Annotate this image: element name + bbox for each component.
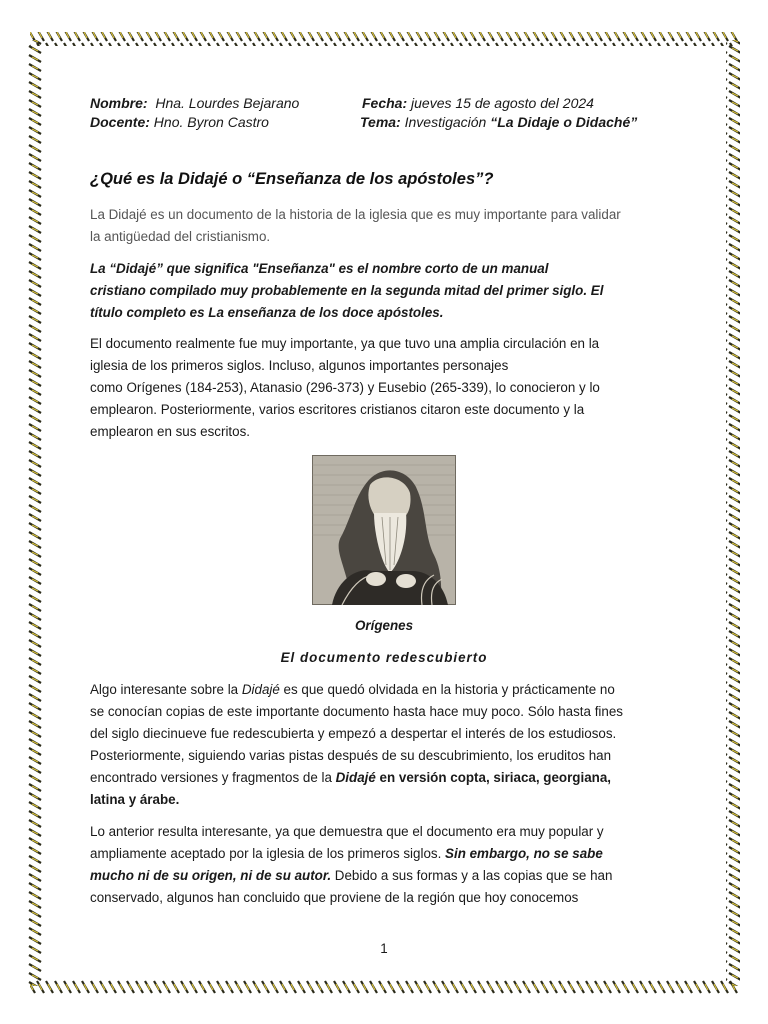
paragraph-line: Posteriormente, siguiendo varias pistas después de su descubrimiento, los eruditos han xyxy=(90,748,612,763)
paragraph-line: cristiano compilado muy probablemente en la segunda mitad del primer siglo. El xyxy=(90,283,604,298)
paragraph-intro xyxy=(90,204,678,248)
paragraph-line: El documento realmente fue muy importante, ya que tuvo una amplia circulación en la xyxy=(90,336,600,351)
nombre-value: Hna. Lourdes Bejarano xyxy=(155,95,300,111)
text-span: ampliamente aceptado por la iglesia de los primeros siglos. xyxy=(90,846,446,861)
tema-label: Tema: xyxy=(360,114,401,130)
fecha-value: jueves 15 de agosto del 2024 xyxy=(411,95,594,111)
paragraph-line: como Orígenes (184-253), Atanasio (296-373) y Eusebio (265-339), lo conocieron y lo xyxy=(90,380,600,395)
docente-value: Hno. Byron Castro xyxy=(153,114,269,130)
paragraph-circulation xyxy=(90,333,678,443)
nombre-label: Nombre: xyxy=(90,95,148,111)
text-span: mucho ni de su origen, ni de su autor. xyxy=(90,868,332,883)
paragraph-line xyxy=(90,865,678,887)
text-span: es que quedó olvidada en la historia y prácticamente no xyxy=(279,682,615,697)
paragraph-line: título completo es La enseñanza de los doce apóstoles. xyxy=(90,305,444,320)
paragraph-line: La Didajé es un documento de la historia de la iglesia que es muy importante para validar xyxy=(90,207,621,222)
paragraph-line: iglesia de los primeros siglos. Incluso, algunos importantes personajes xyxy=(90,358,509,373)
header-nombre xyxy=(90,94,299,112)
header-tema xyxy=(360,113,637,131)
paragraph-line xyxy=(90,767,678,789)
paragraph-line: emplearon. Posteriormente, varios escritores cristianos citaron este documento y la xyxy=(90,402,585,417)
paragraph-line xyxy=(90,843,678,865)
paragraph-line xyxy=(90,679,678,701)
text-span: Algo interesante sobre la xyxy=(90,682,242,697)
document-page xyxy=(90,0,678,1024)
page-number: 1 xyxy=(380,941,388,956)
tema-topic: “La Didaje o Didaché” xyxy=(490,114,638,130)
paragraph-line: se conocían copias de este importante documento hasta hace muy poco. Sólo hasta fines xyxy=(90,704,623,719)
text-span: Sin embargo, no se sabe xyxy=(445,846,603,861)
paragraph-line: del siglo diecinueve fue redescubierta y empezó a despertar el interés de los estudiosos. xyxy=(90,726,617,741)
text-span: Didajé xyxy=(241,682,280,697)
text-span: en versión copta, siriaca, georgiana, xyxy=(375,770,611,785)
paragraph-line: latina y árabe. xyxy=(90,792,180,807)
origenes-portrait xyxy=(312,455,456,605)
paragraph-line: Lo anterior resulta interesante, ya que demuestra que el documento era muy popular y xyxy=(90,824,604,839)
text-span: Debido a sus formas y a las copias que se han xyxy=(331,868,613,883)
page-title: ¿Qué es la Didajé o “Enseñanza de los apóstoles”? xyxy=(90,170,494,188)
paragraph-line: La “Didajé” que significa "Enseñanza" es el nombre corto de un manual xyxy=(90,261,549,276)
paragraph-definition xyxy=(90,258,678,324)
figure-caption: Orígenes xyxy=(354,618,414,633)
paragraph-line: conservado, algunos han concluido que proviene de la región que hoy conocemos xyxy=(90,890,579,905)
paragraph-line: la antigüedad del cristianismo. xyxy=(90,229,271,244)
text-span: Didajé xyxy=(335,770,376,785)
paragraph-rediscovery xyxy=(90,679,678,811)
header-fecha xyxy=(362,94,594,112)
tema-value: Investigación xyxy=(404,114,487,130)
paragraph-line: emplearon en sus escritos. xyxy=(90,424,251,439)
docente-label: Docente: xyxy=(90,114,150,130)
fecha-label: Fecha: xyxy=(362,95,408,111)
header-docente xyxy=(90,113,269,131)
text-span: encontrado versiones y fragmentos de la xyxy=(90,770,336,785)
section-subheading: El documento redescubierto xyxy=(280,650,488,665)
paragraph-popularity xyxy=(90,821,678,909)
